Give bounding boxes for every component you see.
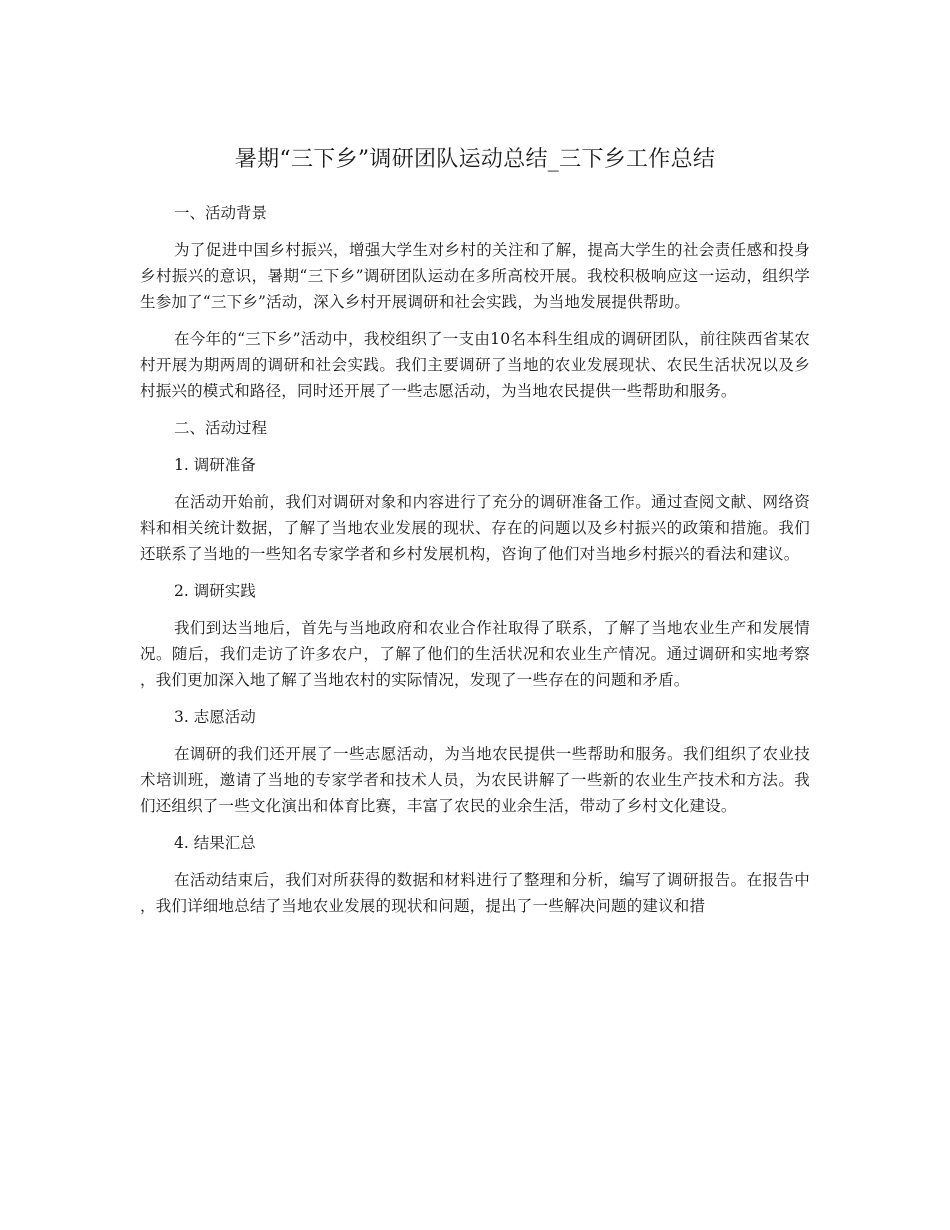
spacer xyxy=(140,730,810,741)
spacer xyxy=(140,404,810,415)
document-title: 暑期“三下乡”调研团队运动总结_三下乡工作总结 xyxy=(234,147,716,172)
paragraph-results: 在活动结束后，我们对所获得的数据和材料进行了整理和分析，编写了调研报告。在报告中，我们详细地总结了当地农业发展的现状和问题，提出了一些解决问题的建议和措 xyxy=(140,871,810,915)
spacer xyxy=(140,819,810,830)
spacer xyxy=(140,604,810,615)
section-heading-process: 二、活动过程 xyxy=(174,419,268,437)
subsection-heading-volunteer: 3. 志愿活动 xyxy=(174,708,256,726)
paragraph-preparation: 在活动开始前，我们对调研对象和内容进行了充分的调研准备工作。通过查阅文献、网络资料和相关统计数据，了解了当地农业发展的现状、存在的问题以及乡村振兴的政策和措施。我们还联系了当地的一些知名专家学者和乡村发展机构，咨询了他们对当地乡村振兴的看法和建议。 xyxy=(140,493,810,563)
spacer xyxy=(140,478,810,489)
spacer xyxy=(140,567,810,578)
spacer xyxy=(140,693,810,704)
paragraph-background-2: 在今年的“三下乡”活动中，我校组织了一支由10名本科生组成的调研团队，前往陕西省某农村开展为期两周的调研和社会实践。我们主要调研了当地的农业发展现状、农民生活状况以及乡村振兴的模式和路径，同时还开展了一些志愿活动，为当地农民提供一些帮助和服务。 xyxy=(140,330,810,400)
paragraph-practice: 我们到达当地后，首先与当地政府和农业合作社取得了联系，了解了当地农业生产和发展情况。随后，我们走访了许多农户，了解了他们的生活状况和农业生产情况。通过调研和实地考察，我们更加深入地了解了当地农村的实际情况，发现了一些存在的问题和矛盾。 xyxy=(140,619,810,689)
section-heading-background: 一、活动背景 xyxy=(174,204,268,222)
spacer xyxy=(140,226,810,237)
subsection-heading-preparation: 1. 调研准备 xyxy=(174,456,256,474)
paragraph-background-1: 为了促进中国乡村振兴，增强大学生对乡村的关注和了解，提高大学生的社会责任感和投身乡村振兴的意识，暑期“三下乡”调研团队运动在多所高校开展。我校积极响应这一运动，组织学生参加了“三下乡”活动，深入乡村开展调研和社会实践，为当地发展提供帮助。 xyxy=(140,241,810,311)
spacer xyxy=(140,315,810,326)
subsection-heading-results: 4. 结果汇总 xyxy=(174,834,256,852)
subsection-heading-practice: 2. 调研实践 xyxy=(174,582,256,600)
spacer xyxy=(140,441,810,452)
spacer xyxy=(140,856,810,867)
document-body xyxy=(140,200,810,919)
paragraph-volunteer: 在调研的我们还开展了一些志愿活动，为当地农民提供一些帮助和服务。我们组织了农业技术培训班，邀请了当地的专家学者和技术人员，为农民讲解了一些新的农业生产技术和方法。我们还组织了一些文化演出和体育比赛，丰富了农民的业余生活，带动了乡村文化建设。 xyxy=(140,745,810,815)
